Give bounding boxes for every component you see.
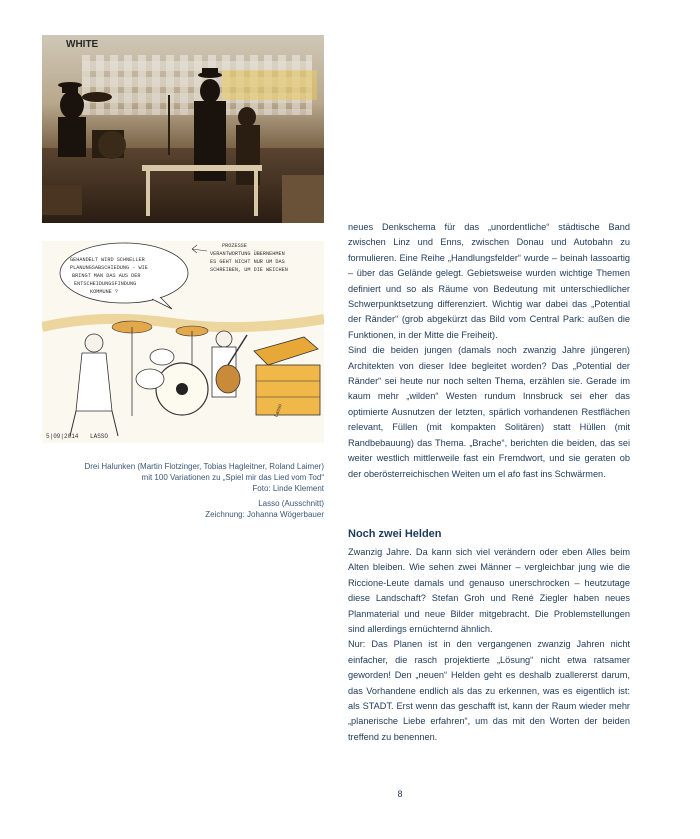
bubble-left-line-2: PLANUNGSABSCHIEDUNG - WIE xyxy=(70,265,148,271)
drawing-signature: LASSO xyxy=(90,433,109,440)
bubble-left-line-5: KOMMUNE ? xyxy=(90,289,119,295)
paragraph: Zwanzig Jahre. Da kann sich viel verändern oder eben Alles beim Alten bleiben. Wie sehen zwei Männer – vergleichbar jung wie die Riccione-Leute damals und genauso unerschrocken – heutzutage diese Landschaft? Stefan Groh und René Ziegler haben neues Planmaterial und neue Bilder mitgebracht. Die Problemstellungen sind allerdings ernüchternd ähnlich. xyxy=(348,547,630,635)
drawing-caption-line-1: Lasso (Ausschnitt) xyxy=(258,499,324,508)
drawing-caption xyxy=(42,498,324,520)
photo-silhouettes xyxy=(42,35,324,223)
article-text-lower xyxy=(348,545,630,745)
lasso-drawing xyxy=(42,241,324,443)
paragraph: Sind die beiden jungen (damals noch zwanzig Jahre jüngeren) Architekten von dieser Idee begleitet worden? Das „Potential der Ränder“ sei heute nur noch selten Thema, erzählen sie. Gerade im kaum mehr „wilden“ Westen rundum Innsbruck sei eher das optimierte Ausnutzen der letzten, spärlich vorhandenen Restflächen relevant, Füllen (mit kompakten Solitären) statt Hüllen (mit Randbebauung) das Thema. „Brache“, berichten die beiden, das sei weiter westlich mittlerweile fast ein Fremdwort, und sie geraten ob der oberösterreichischen Weiten um el afo fast ins Schwärmen. xyxy=(348,345,630,479)
paragraph: Nur: Das Planen ist in den vergangenen zwanzig Jahren nicht einfacher, die rasch projektierte „Lösung“ nicht etwa ratsamer geworden! Den „neuen“ Helden geht es deshalb zuallererst darum, das Vorhandene endlich als das zu erkennen, was es eigentlich ist: als STADT. Erst wenn das geschafft ist, kann der Raum wieder mehr „planerische Liebe erfahren“, um das mit den Worten der beiden treffend zu benennen. xyxy=(348,639,630,742)
photo-caption-line-2: mit 100 Variationen zu „Spiel mir das Lied vom Tod“ xyxy=(141,473,324,482)
page-number-wrap: 8 xyxy=(397,789,403,799)
photo-caption-line-3: Foto: Linde Klement xyxy=(252,484,324,493)
bubble-right-line-2: VERANTWORTUNG ÜBERNEHMEN xyxy=(210,251,285,257)
section-heading: Noch zwei Helden xyxy=(348,528,442,540)
bubble-left-line-3: BRINGT MAN DAS AUS DER xyxy=(72,273,141,279)
bubble-right-line-1: PROZESSE xyxy=(222,243,247,249)
bubble-left-line-1: GEHANDELT WIRD SCHNELLER xyxy=(70,257,145,263)
article-text-upper xyxy=(348,220,630,482)
box-label: Lasso xyxy=(273,403,284,418)
bubble-left-line-4: ENTSCHEIDUNGSFINDUNG xyxy=(74,281,137,287)
drawing-caption-line-2: Zeichnung: Johanna Wögerbauer xyxy=(205,510,324,519)
drawing-sketch xyxy=(42,241,324,443)
paragraph: neues Denkschema für das „unordentliche“ städtische Band zwischen Linz und Enns, zwischen Donau und Autobahn zu formulieren. Eine Reihe „Handlungsfelder“ wurde – beinah lassoartig – über das Gelände gelegt. Gebietsweise wurden wichtige Themen definiert und so als Räume von Bedeutung mit unterschiedlicher Schwerpunktsetzung differenziert. Wichtig war dabei das „Potential der Ränder“ (grob abgekürzt das Bild vom Central Park: außen die Funktionen, in der Mitte die Freiheit). xyxy=(348,222,630,340)
photo-sign: WHITE xyxy=(66,39,99,50)
bubble-right-line-3: ES GEHT NICHT NUR UM DAS xyxy=(210,259,285,265)
photo-caption-line-1: Drei Halunken (Martin Flotzinger, Tobias Hagleitner, Roland Laimer) xyxy=(84,462,324,471)
bubble-right-line-4: SCHREIBEN, UM DIE WEICHEN xyxy=(210,267,288,273)
band-photo xyxy=(42,35,324,223)
photo-caption xyxy=(42,461,324,494)
drawing-date: 5|09|2014 xyxy=(46,433,79,440)
